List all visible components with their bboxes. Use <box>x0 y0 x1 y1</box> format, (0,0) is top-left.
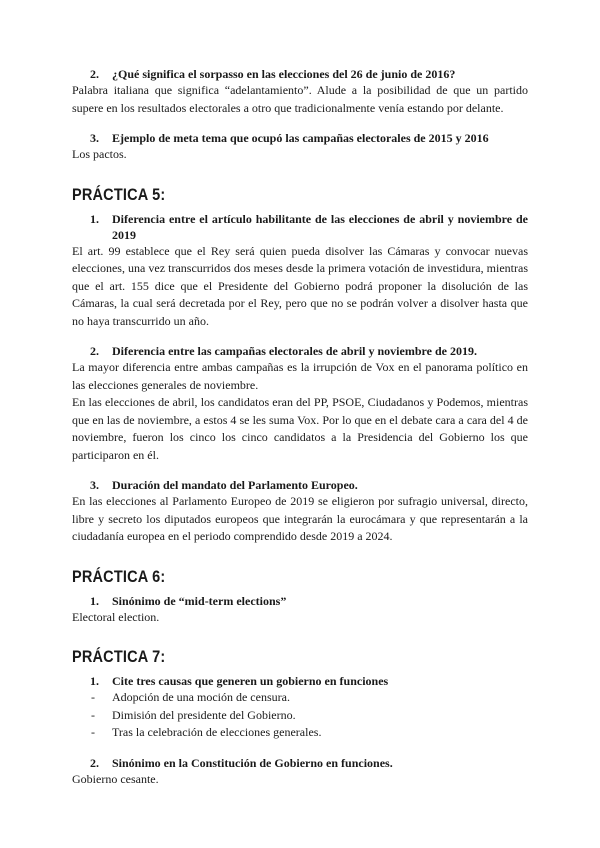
list-item <box>72 707 528 725</box>
question-heading <box>72 755 528 771</box>
question-text: Diferencia entre el artículo habilitante de las elecciones de abril y noviembre de 2019 <box>112 211 528 242</box>
question-number: 1. <box>90 593 99 608</box>
answer-paragraph: Palabra italiana que significa “adelantamiento”. Alude a la posibilidad de que un partido supere en los resultados electorales a otro que tradicionalmente venía estando por delante. <box>72 83 528 115</box>
question-heading <box>72 66 528 82</box>
section-heading-practica-7: PRÁCTICA 7: <box>72 648 166 666</box>
list-item <box>72 689 528 707</box>
list-item <box>72 724 528 742</box>
list-item-text: Dimisión del presidente del Gobierno. <box>112 707 296 722</box>
answer-paragraph: Los pactos. <box>72 147 127 161</box>
question-heading <box>72 130 528 146</box>
question-heading <box>72 343 528 359</box>
question-number: 3. <box>90 131 99 145</box>
causes-list <box>72 689 528 742</box>
section-heading-practica-5: PRÁCTICA 5: <box>72 185 166 204</box>
question-text: Sinónimo en la Constitución de Gobierno en funciones. <box>112 755 393 770</box>
question-text: Diferencia entre las campañas electorales de abril y noviembre de 2019. <box>112 344 477 358</box>
answer-paragraph: En las elecciones de abril, los candidatos eran del PP, PSOE, Ciudadanos y Podemos, mientras que en las de noviembre, a estos 4 se les suma Vox. Por lo que en el debate cara a cara del 4 de noviembre, fueron los cinco los cinco candidatos a la Presidencia del Gobierno los que participaron en él. <box>72 395 528 462</box>
section-heading-practica-6: PRÁCTICA 6: <box>72 567 166 586</box>
answer-paragraph: En las elecciones al Parlamento Europeo de 2019 se eligieron por sufragio universal, directo, libre y secreto los diputados europeos que integrarán la eurocámara y que representarán a la ciudadanía europea en el periodo comprendido desde 2019 a 2024. <box>72 494 528 543</box>
question-text: Cite tres causas que generen un gobierno en funciones <box>112 674 389 688</box>
question-heading <box>72 673 528 689</box>
dash-bullet: - <box>91 707 95 722</box>
answer-paragraph: Electoral election. <box>72 609 160 624</box>
list-item-text: Tras la celebración de elecciones generales. <box>112 725 322 739</box>
answer-paragraph: La mayor diferencia entre ambas campañas es la irrupción de Vox en el panorama político en las elecciones generales de noviembre. <box>72 360 528 392</box>
question-text: ¿Qué significa el sorpasso en las elecciones del 26 de junio de 2016? <box>112 67 456 81</box>
question-number: 1. <box>90 211 99 226</box>
question-text: Sinónimo de “mid-term elections” <box>112 593 287 608</box>
dash-bullet: - <box>91 725 95 739</box>
question-heading <box>72 211 528 243</box>
question-text: Duración del mandato del Parlamento Europeo. <box>112 478 358 492</box>
answer-paragraph: Gobierno cesante. <box>72 771 159 786</box>
question-number: 3. <box>90 478 99 492</box>
list-item-text: Adopción de una moción de censura. <box>112 690 290 704</box>
question-number: 1. <box>90 674 99 688</box>
question-number: 2. <box>90 344 99 358</box>
question-text: Ejemplo de meta tema que ocupó las campañas electorales de 2015 y 2016 <box>112 131 489 145</box>
dash-bullet: - <box>91 690 95 704</box>
question-number: 2. <box>90 755 99 770</box>
question-heading <box>72 593 528 609</box>
question-number: 2. <box>90 67 99 81</box>
document-page <box>72 66 528 788</box>
answer-paragraph: El art. 99 establece que el Rey será quien pueda disolver las Cámaras y convocar nuevas elecciones, una vez transcurridos dos meses desde la primera votación de investidura, mientras que el art. 155 dice que el Presidente del Gobierno podrá proponer la disolución de las Cámaras, la cual será decretada por el Rey, pero que no se podrán volver a disolver hasta que no haya transcurrido un año. <box>72 243 528 328</box>
question-heading <box>72 477 528 493</box>
